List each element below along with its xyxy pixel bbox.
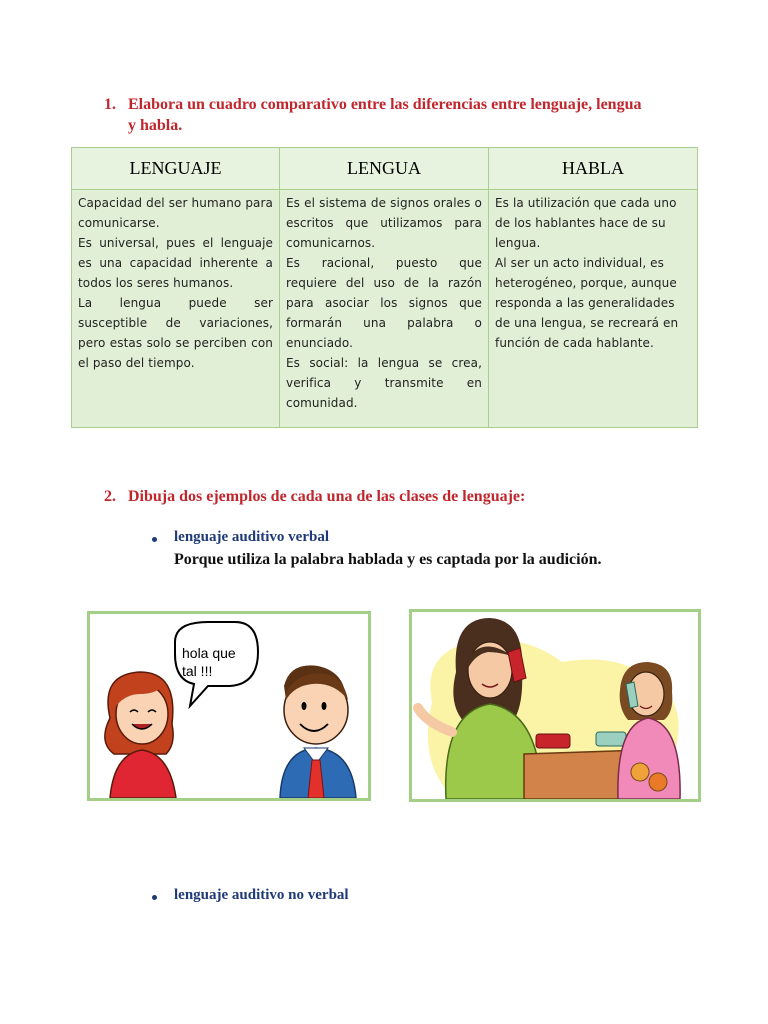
bullet-dot-icon [152,537,157,542]
bullet-dot-icon [152,895,157,900]
cell-habla [489,190,698,428]
bullet-item-1 [152,529,329,546]
cell-text: Al ser un acto individual, es heterogéneo, porque, aunque responda a las generalidades de una lengua, se recreará en función de cada hablante. [495,256,679,350]
greeting-drawing [90,614,368,798]
illustration-greeting [87,611,371,801]
table-row [72,190,698,428]
phone-call-drawing [412,612,698,799]
table-header-row [72,148,698,190]
cell-text: Es la utilización que cada uno de los hablantes hace de su lengua. [495,196,677,250]
header-lenguaje: LENGUAJE [72,148,280,190]
question-2-number: 2. [104,488,116,505]
question-1-text: Elabora un cuadro comparativo entre las diferencias entre lenguaje, lengua [128,96,642,113]
cell-text: Es social: la lengua se crea, verifica y transmite en comunidad. [286,356,482,410]
bullet-label: lenguaje auditivo no verbal [174,887,349,903]
question-2 [104,486,684,507]
illustration-phone-call [409,609,701,802]
header-lengua: LENGUA [280,148,489,190]
bubble-text-line2: tal !!! [182,663,213,679]
cell-lenguaje [72,190,280,428]
comparison-table [71,147,698,428]
question-1-text-line2: y habla. [128,117,183,134]
cell-lengua [280,190,489,428]
bullet-description: Porque utiliza la palabra hablada y es captada por la audición. [174,551,602,568]
bullet-item-2 [152,887,349,904]
cell-text: Es racional, puesto que requiere del uso de la razón para asociar los signos que formarán una palabra o enunciado. [286,256,482,350]
cell-text: La lengua puede ser susceptible de variaciones, pero estas solo se perciben con el paso del tiempo. [78,296,273,370]
header-habla: HABLA [489,148,698,190]
question-1 [104,94,684,136]
cell-text: Es el sistema de signos orales o escritos que utilizamos para comunicarnos. [286,196,482,250]
question-2-text: Dibuja dos ejemplos de cada una de las clases de lenguaje: [128,488,526,505]
cell-text: Capacidad del ser humano para comunicarse. [78,196,273,230]
cell-text: Es universal, pues el lenguaje es una capacidad inherente a todos los seres humanos. [78,236,273,290]
bubble-text-line1: hola que [182,645,236,661]
bullet-label: lenguaje auditivo verbal [174,529,330,545]
question-1-number: 1. [104,96,116,113]
